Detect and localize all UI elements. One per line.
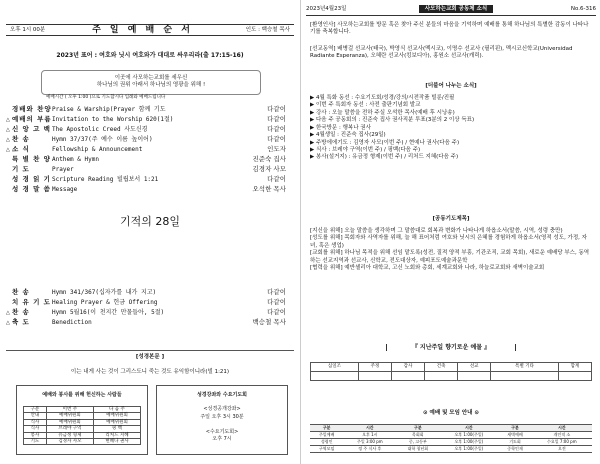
table-row: 안내 예배위원회 예배위원회 [24, 413, 141, 419]
list-item: [지신을 위해] 오늘 말씀을 생각하며 그 말씀대로 회복과 변화가 나타나게 하옵소서(말씀, 시역, 성령 충만) [310, 228, 563, 234]
list-item: [성도를 위해] 목회자와 사역자를 위해, 늘 해 표어처럼 여호와 닛시의 은혜를 경험하게 하옵소서(영적 성도, 가정, 자녀, 혹은 생업) [310, 235, 587, 249]
year-theme: 2023년 표어 : 여호와 닛시 여호와가 대대로 싸우리라(출 17:15-16) [56, 52, 244, 59]
offering-table [310, 362, 592, 381]
order-row: △ 신 앙 고 백 The Apostolic Creed 사도신경 다같이 [6, 125, 286, 134]
list-item: [교회를 위해] 하나님 목적을 위해 선임 맡도록(성전, 질적 양적 부흥, 기관조직, 교회 목회), 새로운 예배당 부스, 동역하는 선교지역과 선교사, 신학교, 전도대상자, 예피포도예술과문학 [310, 250, 590, 264]
table-row: 기도 김경자 사모 현혜나 권사 [24, 438, 141, 444]
intro-box [41, 70, 261, 95]
list-item: [협력을 위해] 예반셸리아 대학교, 고신 노회와 총회, 세계교회와 나라, 하늘로교회와 새벽이술교회 [310, 265, 545, 272]
service-time: 오후 1시 00분 [10, 26, 46, 33]
order-row: △ 찬 송 Hymn 37/37(주 예수 이름 높이어) 다같이 [6, 135, 286, 144]
list-item: ▶ 4월 특화 동선 : 수요기도회/성경/강의/시전작품 빌룬/진필 [310, 95, 455, 101]
order-row: 치 유 기 도 Healing Prayer & 헌금 Offering 다같이 [12, 298, 286, 307]
table-row: 구분 이번 주 다 음 주 [24, 407, 141, 413]
order-row: △ 축 도 Benediction 백승철 목사 [6, 318, 286, 327]
news-section-title: [더불어 나누는 소식] [425, 83, 477, 89]
order-row: △ 소 식 Fellowship & Announcement 인도자 [6, 145, 286, 154]
issue-number: No.6-316 [570, 6, 596, 13]
worship-order-page [6, 0, 294, 464]
volunteers-table [23, 406, 141, 445]
order-row: 성 경 말 씀 Message 오석한 목사 [12, 185, 286, 194]
bible-study-title: 성경강좌와 수요기도회 [196, 392, 248, 398]
intro-line: 이곳에 사모하는교회를 세우신 [114, 75, 188, 81]
order-row: 기 도 Prayer 김경자 사모 [12, 165, 286, 174]
prayer-section-title: [공동기도제목] [432, 216, 470, 222]
table-row: 봉사 유금정 형제 리처드 지혜 [24, 432, 141, 438]
prelude-note: 예배시간 ( 오후 1:00 )으로 기도합시다 입례와 예배드립니다 [46, 95, 166, 100]
table-row: 성령인 주일 3:00 pm 중, 고등부 오후 1:00(주일) 기도회 수요일 7:00 pm [310, 439, 592, 446]
schedule-title: ⊙ 예배 및 모임 안내 ⊙ [423, 410, 479, 416]
sermon-title: 기적의 28일 [120, 215, 180, 228]
list-item: ▶ 봉사(설거지) : 유금정 형제(이번 주) / 리처드 지혜(다음 주) [310, 154, 459, 161]
order-row: 특 별 찬 양 Anthem & Hymn 진준숙 집사 [12, 155, 286, 164]
leader: 인도 : 백승철 목사 [245, 26, 290, 33]
table-row: 구분 시간 구분 시간 구분 시간 [310, 425, 592, 432]
table-row: 식사 브레야 구역 핑 백 [24, 426, 141, 432]
prayer-list [310, 228, 592, 273]
list-item: ▶ 주방에에기도 : 김영자 사모(이번 주) / 현예나 권사(다음 주) [310, 139, 460, 146]
volunteers-box [16, 385, 148, 455]
worship-header [6, 24, 294, 36]
intro-line: 하나님의 권위 아래서 하나님의 영광을 위해 ! [96, 82, 206, 89]
order-row: 찬 송 Hymn 341/367(십자가를 내가 지고) 다같이 [12, 288, 286, 297]
news-header [306, 4, 596, 16]
list-item: ▶ 다음 주 공동회의 : 진준숙 집사 권사직분 투표(3분의 2 이상 득표) [310, 117, 475, 124]
table-row [311, 372, 592, 381]
table-row: 십일조 주정 감사 건축 선교 특별 기타 합계 [311, 363, 592, 372]
news-list [310, 95, 592, 162]
mission-text: [선교동역] 배병걸 선교사(태국), 박영식 선교사(멕시코), 이명수 선교사 (필리핀), 멕시코신학교(Universidad Radiante Esperanza), 오혜란 선교사(킹보디아), 홍원소 선교사(캐릭). [310, 46, 573, 60]
order-row: △ 찬 송 Hymn 5월16(이 천지간 만물들아, 5절) 다같이 [6, 308, 286, 317]
schedule-table [310, 424, 592, 453]
list-item: ▶ 4월생일 : 진준숙 집사(29일) [310, 132, 386, 139]
order-row: 경배와 찬양 Praise & Warship(Prayer 함께 기도 다같이 [12, 105, 286, 114]
bible-study-box [156, 385, 288, 455]
verse-title: [성경본문 ] [135, 354, 165, 360]
news-page [306, 0, 596, 464]
volunteers-title: 예배와 봉사를 위해 헌신하는 사람들 [42, 392, 122, 398]
list-item: ▶ 강사 : 오늘 말씀을 전하 주실 오석한 목사(예배 후 시낭송) [310, 109, 455, 116]
divider [6, 350, 294, 351]
issue-date: 2023년4월23일 [306, 6, 347, 13]
welcome-text: [환영인사] 사모하는교회를 방문 혹은 찾아 주신 분들의 마음을 기억하며 예배를 통해 하나님의 특별한 감동이 나타나기를 축복합니다. [310, 22, 589, 36]
list-item: ▶ 한국방문 : 행복나 권사 [310, 124, 371, 131]
news-title: 사모하는교회 공동체 소식 [376, 6, 536, 13]
order-row: △ 예배의 부름 Invitation to the Worship 620(1절) 다같이 [6, 115, 286, 124]
page-title: 주 일 예 배 순 서 [92, 24, 193, 35]
bible-study-info: <성경공개강좌> 주일 오후 3시 30분 <수요기도회> 오후 7시 [200, 406, 244, 442]
table-row: 구역모임 정 주 식사 후 대학 청년회 오후 1:00(주일) 중학인재 오전 [310, 446, 592, 453]
page-divider [300, 0, 301, 464]
list-item: ▶ 식사 : 브레야 구역(이번 주) / 핑백(다음 주) [310, 146, 421, 153]
scripture-verse: 이는 내게 사는 것이 그리스도니 죽는 것도 유익함이니라(빌 1:21) [70, 369, 230, 375]
offering-title: 『 지난주일 향기로운 예물 』 [386, 344, 516, 351]
table-row: 식사 예배위원회 예배위원회 [24, 419, 141, 425]
list-item: ▶ 이번 주 특회자 동선 : 사전 출판기념회 발교 [310, 102, 421, 109]
table-row: 주일예배 오후 1시 목회회 오후 1:00(주일) 새벽예배 개인적 소 [310, 432, 592, 439]
order-list [6, 105, 286, 195]
order-row: 성 경 읽 기 Scripture Reading 빌립보서 1:21 다같이 [12, 175, 286, 184]
order-list-closing [6, 288, 286, 328]
